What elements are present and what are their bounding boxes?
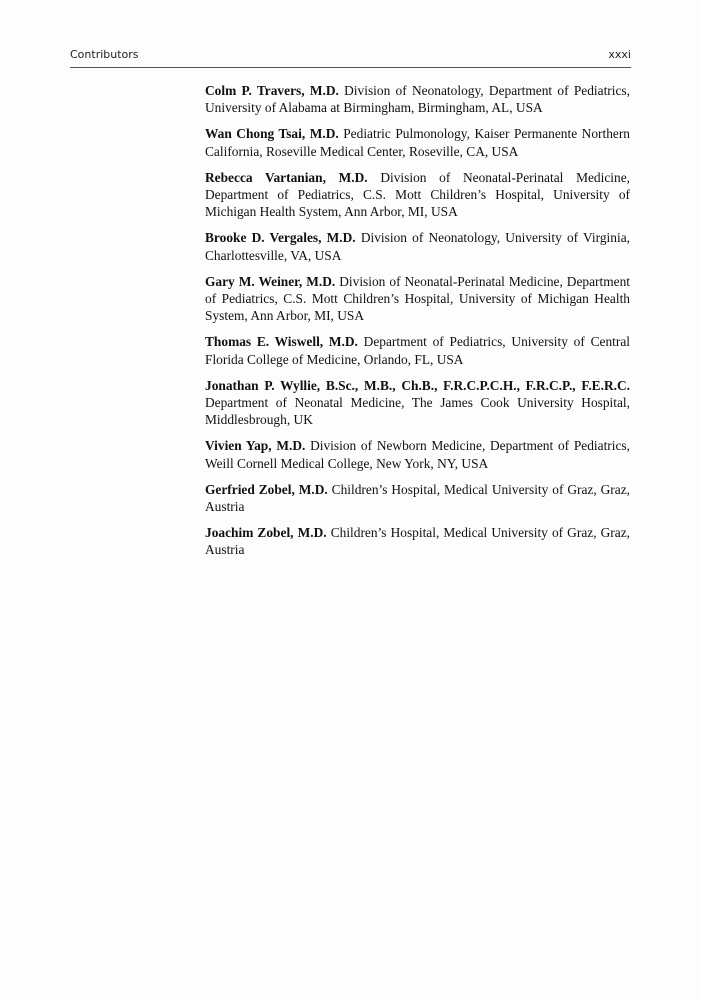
- contributor-name: Vivien Yap, M.D.: [205, 438, 306, 454]
- contributor-name: Jonathan P. Wyllie, B.Sc., M.B., Ch.B., F.R.C.P.C.H., F.R.C.P., F.E.R.C.: [205, 377, 630, 393]
- contributor-entry: [205, 333, 630, 367]
- contributor-affiliation: Children’s Hospital, Medical University of Graz, Graz, Austria: [205, 481, 630, 515]
- contributor-name: Wan Chong Tsai, M.D.: [205, 126, 339, 142]
- contributor-entry: [205, 82, 630, 116]
- contributor-affiliation: Division of Neonatal-Perinatal Medicine, Department of Pediatrics, C.S. Mott Children’s Hospital, University of Michigan Health System, Ann Arbor, MI, USA: [205, 273, 631, 324]
- contributor-name: Colm P. Travers, M.D.: [205, 83, 339, 98]
- contributor-affiliation: Division of Neonatal-Perinatal Medicine, Department of Pediatrics, C.S. Mott Children’s Hospital, University of Michigan Health System, Ann Arbor, MI, USA: [205, 169, 630, 220]
- contributor-affiliation: Pediatric Pulmonology, Kaiser Permanente Northern California, Roseville Medical Center, Roseville, CA, USA: [205, 126, 630, 159]
- header-rule: [70, 67, 631, 68]
- contributor-name: Brooke D. Vergales, M.D.: [205, 230, 356, 246]
- contributor-entry: [205, 229, 630, 263]
- contributor-affiliation: Division of Newborn Medicine, Department of Pediatrics, Weill Cornell Medical College, New York, NY, USA: [205, 438, 630, 471]
- contributor-affiliation: Department of Pediatrics, University of Central Florida College of Medicine, Orlando, FL, USA: [205, 334, 630, 367]
- running-head: [70, 48, 631, 68]
- contributor-entry: [205, 481, 630, 515]
- running-head-section-title: Contributors: [70, 48, 139, 61]
- contributor-list: [205, 82, 630, 568]
- contributor-name: Joachim Zobel, M.D.: [205, 525, 327, 541]
- contributor-entry: [205, 125, 630, 159]
- contributor-name: Thomas E. Wiswell, M.D.: [205, 334, 358, 350]
- contributor-name: Rebecca Vartanian, M.D.: [205, 169, 368, 185]
- contributor-entry: [205, 437, 630, 471]
- contributor-affiliation: Department of Neonatal Medicine, The James Cook University Hospital, Middlesbrough, UK: [205, 395, 630, 428]
- running-head-page-number: xxxi: [608, 48, 631, 61]
- contributor-entry: [205, 169, 630, 221]
- contributor-name: Gerfried Zobel, M.D.: [205, 481, 328, 497]
- contributor-affiliation: Children’s Hospital, Medical University of Graz, Graz, Austria: [205, 525, 630, 558]
- contributor-entry: [205, 273, 630, 325]
- contributor-entry: [205, 377, 630, 429]
- contributor-entry: [205, 524, 630, 558]
- contributor-name: Gary M. Weiner, M.D.: [205, 273, 336, 289]
- contributor-affiliation: Division of Neonatology, University of Virginia, Charlottesville, VA, USA: [205, 230, 630, 263]
- contributor-affiliation: Division of Neonatology, Department of Pediatrics, University of Alabama at Birmingham, Birmingham, AL, USA: [205, 83, 630, 116]
